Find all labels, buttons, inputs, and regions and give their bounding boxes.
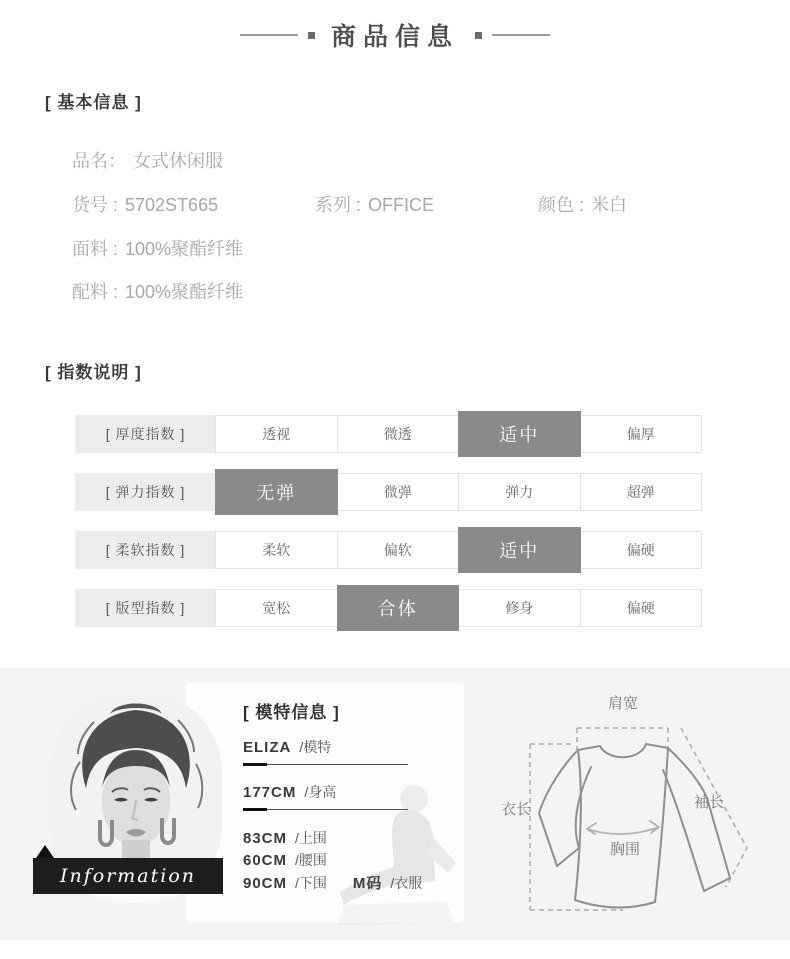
page-title: 商品信息 (330, 23, 459, 51)
index-option: 修身 (458, 589, 581, 627)
divider-line (243, 808, 408, 811)
index-option: 柔软 (215, 531, 338, 569)
field-label: 系列 : (315, 195, 362, 215)
field-label: 货号 : (72, 195, 119, 215)
field-accessories (72, 278, 243, 304)
index-row-label: [ 弹力指数 ] (75, 473, 216, 511)
garment-size-label: /衣服 (390, 875, 423, 891)
index-option: 适中 (458, 527, 581, 573)
index-option: 微弹 (337, 473, 460, 511)
index-option: 适中 (458, 411, 581, 457)
field-value: 5702ST665 (125, 195, 219, 215)
model-hip-size-row (243, 872, 422, 893)
page-title-bar (0, 20, 790, 50)
model-hip-label: /下围 (295, 875, 327, 891)
index-row-label: [ 版型指数 ] (75, 589, 216, 627)
index-option: 透视 (215, 415, 338, 453)
model-bust-row (243, 828, 327, 848)
model-height-label: /身高 (304, 784, 337, 800)
index-row-thickness (75, 415, 706, 453)
model-waist-row (243, 850, 327, 870)
model-height-row (243, 782, 336, 802)
field-value: 女式休闲服 (133, 151, 223, 171)
index-row-softness (75, 531, 706, 569)
title-decor-square-right (475, 32, 482, 39)
diagram-label-garment-length: 衣长 (501, 801, 532, 818)
index-section-heading: [ 指数说明 ] (45, 363, 142, 382)
index-option: 偏厚 (580, 415, 703, 453)
model-waist-value: 60CM (243, 852, 288, 869)
index-option: 偏软 (337, 531, 460, 569)
field-label: 配料 : (72, 282, 119, 302)
model-photo-faint-background (336, 773, 464, 931)
index-option: 偏硬 (580, 531, 703, 569)
field-value: 100%聚酯纤维 (125, 239, 244, 259)
diagram-label-shoulder-width: 肩宽 (607, 695, 638, 712)
index-option: 合体 (337, 585, 460, 631)
title-decor-line-left (240, 34, 298, 36)
garment-size-value: M码 (352, 875, 383, 892)
index-option: 超弹 (580, 473, 703, 511)
model-waist-label: /腰围 (295, 852, 327, 868)
model-info-section (0, 668, 790, 940)
field-color (538, 191, 627, 217)
model-height-value: 177CM (243, 784, 297, 801)
basic-info-heading: [ 基本信息 ] (45, 93, 142, 112)
diagram-label-chest: 胸围 (609, 841, 640, 858)
ribbon-fold-triangle (36, 845, 54, 858)
index-option: 宽松 (215, 589, 338, 627)
field-label: 颜色 : (538, 195, 585, 215)
field-value: 米白 (591, 195, 628, 215)
field-product-name (72, 147, 223, 173)
index-option: 无弹 (215, 469, 338, 515)
garment-measurement-diagram (495, 688, 765, 938)
index-row-label: [ 柔软指数 ] (75, 531, 216, 569)
field-item-number (72, 191, 218, 217)
model-name-label: /模特 (299, 739, 332, 755)
index-option: 偏硬 (580, 589, 703, 627)
field-label: 品名： (72, 151, 126, 171)
information-ribbon-label: Information (59, 865, 197, 887)
field-value: OFFICE (368, 195, 435, 215)
diagram-label-sleeve-length: 袖长 (694, 794, 725, 811)
model-hip-value: 90CM (243, 875, 288, 892)
field-series (315, 191, 434, 217)
index-option: 弹力 (458, 473, 581, 511)
model-name-row (243, 737, 331, 757)
index-option: 微透 (337, 415, 460, 453)
index-row-elasticity (75, 473, 706, 511)
index-table (75, 415, 706, 647)
model-name-value: ELIZA (243, 739, 292, 756)
divider-line (243, 763, 408, 766)
title-decor-line-right (492, 34, 550, 36)
field-value: 100%聚酯纤维 (125, 282, 244, 302)
model-info-heading: [ 模特信息 ] (243, 703, 340, 722)
index-row-label: [ 厚度指数 ] (75, 415, 216, 453)
field-fabric (72, 235, 243, 261)
index-row-fit (75, 589, 706, 627)
model-bust-value: 83CM (243, 830, 288, 847)
information-ribbon (33, 858, 223, 894)
model-bust-label: /上围 (295, 830, 327, 846)
field-label: 面料 : (72, 239, 119, 259)
title-decor-square-left (308, 32, 315, 39)
